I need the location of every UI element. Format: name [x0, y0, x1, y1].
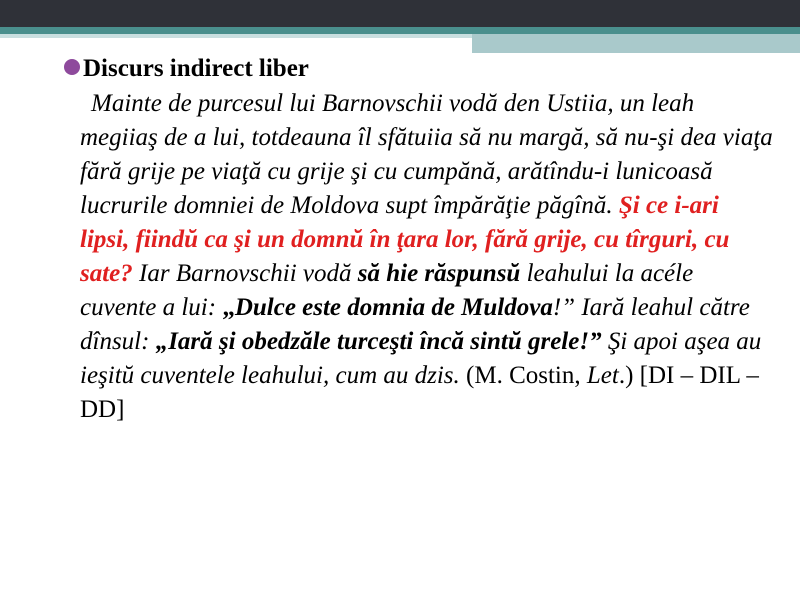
top-bar-dark	[0, 0, 800, 27]
sentence-3a: Iar Barnovschii vodă	[139, 260, 352, 287]
top-bar-light-right	[472, 34, 800, 53]
sentence-4: Iară leahul către dînsul:	[80, 294, 750, 355]
sentence-1: Mainte de purcesul lui Barnovschii vodă den Ustiia, un leah megiiaş de a lui, totdeauna îl sfătuiia să nu margă, să nu-şi dea viaţa fără grije pe viaţă cu grije şi cu cumpănă, arătîndu-i lunicoasă lucrurile domniei de Moldova supt împărăţie păgînă.	[80, 90, 773, 219]
top-bar-light-left	[0, 34, 472, 38]
source-close: .) [DI – DIL – DD]	[80, 362, 759, 423]
quote-paragraph	[80, 87, 774, 427]
quote-1-close: !”	[552, 294, 576, 321]
quote-1-open: „	[222, 294, 235, 321]
sentence-5: Şi apoi aşea au ieşitŭ cuventele leahului, cum au dzis.	[80, 328, 762, 389]
source-open: (M. Costin,	[466, 362, 587, 389]
sentence-3b: să hie răspunsŭ	[357, 260, 521, 287]
quote-1: Dulce este domnia de Muldova	[234, 294, 553, 321]
quote-2-open: „	[155, 328, 169, 355]
quote-2: Iară şi obedzăle turceşti încă sintŭ grele!”	[168, 328, 602, 355]
sentence-3c: leahului la acéle cuvente a lui:	[80, 260, 694, 321]
bullet-icon	[64, 59, 80, 75]
source-work: Let	[586, 362, 619, 389]
highlighted-question: Şi ce i-ari lipsi, fiindŭ ca şi un domnŭ în ţara lor, fără grije, cu tîrguri, cu sate?	[80, 192, 730, 287]
slide-heading: Discurs indirect liber	[83, 55, 309, 82]
top-bar-teal	[0, 27, 800, 34]
